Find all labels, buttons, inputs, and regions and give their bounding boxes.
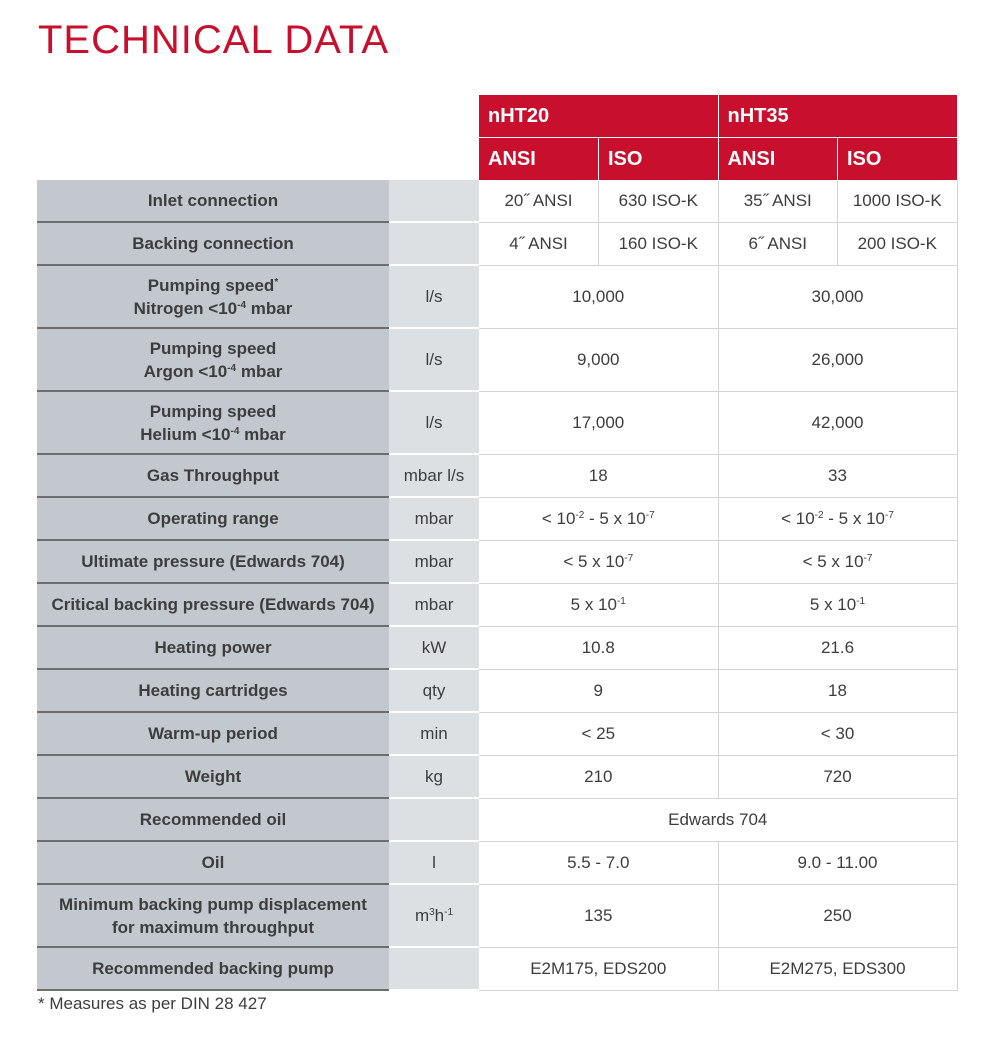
- param-line: Nitrogen <10: [133, 298, 238, 318]
- exponent: -4: [230, 425, 240, 437]
- param-label: Backing connection: [37, 222, 389, 265]
- unit-cell: [389, 947, 479, 990]
- footnote: * Measures as per DIN 28 427: [38, 994, 267, 1013]
- value-cell: 720: [718, 755, 957, 798]
- value-cell: E2M175, EDS200: [479, 947, 718, 990]
- value-text: < 5 x 10: [802, 552, 864, 571]
- param-line: Pumping speed: [147, 275, 275, 295]
- value-cell: [479, 540, 718, 583]
- value-cell: 160 ISO-K: [599, 222, 719, 265]
- value-text: - 5 x 10: [823, 509, 885, 528]
- table-row-oil: [37, 841, 957, 884]
- exponent: -7: [884, 510, 894, 521]
- param-label: Warm-up period: [37, 712, 389, 755]
- unit-cell: mbar: [389, 540, 479, 583]
- exponent: -1: [856, 596, 866, 607]
- standard-header: ISO: [838, 138, 958, 181]
- param-line: Helium <10: [140, 424, 231, 444]
- value-cell: 1000 ISO-K: [838, 180, 958, 222]
- value-cell: 9: [479, 669, 718, 712]
- value-cell: [718, 540, 957, 583]
- table-row-weight: [37, 755, 957, 798]
- table-row-ultimate-pressure: [37, 540, 957, 583]
- value-cell: < 30: [718, 712, 957, 755]
- value-cell: 9,000: [479, 328, 718, 391]
- value-cell: 18: [479, 454, 718, 497]
- value-cell: 630 ISO-K: [599, 180, 719, 222]
- value-text: < 10: [541, 509, 576, 528]
- model-header-row: [37, 95, 957, 138]
- value-text: - 5 x 10: [584, 509, 646, 528]
- standard-header: ANSI: [479, 138, 599, 181]
- exponent: -4: [237, 299, 247, 311]
- value-cell: E2M275, EDS300: [718, 947, 957, 990]
- value-text: 5 x 10: [570, 595, 617, 614]
- unit-cell: [389, 884, 479, 947]
- table-row-recommended-pump: [37, 947, 957, 990]
- param-label: Inlet connection: [37, 180, 389, 222]
- table-row-speed-argon: [37, 328, 957, 391]
- param-label: Recommended backing pump: [37, 947, 389, 990]
- unit-cell: mbar l/s: [389, 454, 479, 497]
- unit-cell: qty: [389, 669, 479, 712]
- value-cell: 9.0 - 11.00: [718, 841, 957, 884]
- table-row-critical-backing: [37, 583, 957, 626]
- table-row-recommended-oil: [37, 798, 957, 841]
- param-label: [37, 328, 389, 391]
- param-label: [37, 391, 389, 454]
- standard-header: ANSI: [718, 138, 838, 181]
- model-header-nht20: nHT20: [479, 95, 718, 138]
- param-line: for maximum throughput: [111, 917, 315, 937]
- param-label: [37, 884, 389, 947]
- value-cell: 17,000: [479, 391, 718, 454]
- value-cell: [718, 583, 957, 626]
- param-line: Pumping speed: [149, 401, 277, 421]
- value-cell: [718, 497, 957, 540]
- header-blank: [37, 138, 389, 181]
- value-cell: 30,000: [718, 265, 957, 328]
- unit-cell: min: [389, 712, 479, 755]
- value-cell: 4˝ ANSI: [479, 222, 599, 265]
- unit-text: h: [434, 906, 445, 925]
- param-label: [37, 265, 389, 328]
- technical-data-table: [37, 95, 958, 991]
- unit-cell: kg: [389, 755, 479, 798]
- exponent: -7: [645, 510, 655, 521]
- value-cell: 35˝ ANSI: [718, 180, 838, 222]
- param-label: Gas Throughput: [37, 454, 389, 497]
- value-text: < 10: [781, 509, 815, 528]
- value-cell: 20˝ ANSI: [479, 180, 599, 222]
- unit-cell: [389, 222, 479, 265]
- standard-header-row: [37, 138, 957, 181]
- exponent: 3: [429, 907, 435, 918]
- header-blank: [37, 95, 389, 138]
- param-label: Ultimate pressure (Edwards 704): [37, 540, 389, 583]
- unit-cell: mbar: [389, 583, 479, 626]
- value-cell: [479, 497, 718, 540]
- value-cell: Edwards 704: [479, 798, 957, 841]
- value-cell: 6˝ ANSI: [718, 222, 838, 265]
- value-cell: 33: [718, 454, 957, 497]
- unit-cell: l/s: [389, 391, 479, 454]
- param-label: Weight: [37, 755, 389, 798]
- table-row-throughput: [37, 454, 957, 497]
- table-row-operating-range: [37, 497, 957, 540]
- exponent: -7: [863, 553, 873, 564]
- header-blank: [389, 95, 479, 138]
- value-cell: 26,000: [718, 328, 957, 391]
- param-line: mbar: [246, 298, 293, 318]
- unit-cell: [389, 180, 479, 222]
- param-label: Recommended oil: [37, 798, 389, 841]
- table-row-warmup: [37, 712, 957, 755]
- exponent: -2: [814, 510, 824, 521]
- exponent: -7: [624, 553, 634, 564]
- unit-cell: mbar: [389, 497, 479, 540]
- exponent: -2: [575, 510, 585, 521]
- param-line: Argon <10: [143, 361, 228, 381]
- param-label: Critical backing pressure (Edwards 704): [37, 583, 389, 626]
- param-label: Heating power: [37, 626, 389, 669]
- unit-cell: l/s: [389, 265, 479, 328]
- table-row-speed-nitrogen: [37, 265, 957, 328]
- table-row-inlet: [37, 180, 957, 222]
- value-cell: 210: [479, 755, 718, 798]
- param-line: Minimum backing pump displacement: [59, 894, 367, 914]
- unit-cell: kW: [389, 626, 479, 669]
- value-cell: 5.5 - 7.0: [479, 841, 718, 884]
- table-row-min-backing-displacement: [37, 884, 957, 947]
- param-line: mbar: [239, 424, 286, 444]
- exponent: -4: [227, 362, 237, 374]
- value-cell: 21.6: [718, 626, 957, 669]
- standard-header: ISO: [599, 138, 719, 181]
- unit-cell: l: [389, 841, 479, 884]
- exponent: -1: [444, 907, 454, 918]
- table-row-backing: [37, 222, 957, 265]
- value-cell: 135: [479, 884, 718, 947]
- exponent: -1: [616, 596, 626, 607]
- value-cell: < 25: [479, 712, 718, 755]
- header-blank: [389, 138, 479, 181]
- value-cell: 42,000: [718, 391, 957, 454]
- table-row-heating-cartridges: [37, 669, 957, 712]
- value-cell: 200 ISO-K: [838, 222, 958, 265]
- model-header-nht35: nHT35: [718, 95, 957, 138]
- table-row-heating-power: [37, 626, 957, 669]
- value-text: 5 x 10: [809, 595, 857, 614]
- value-cell: [479, 583, 718, 626]
- value-text: < 5 x 10: [563, 552, 625, 571]
- value-cell: 250: [718, 884, 957, 947]
- param-line: mbar: [236, 361, 283, 381]
- value-cell: 18: [718, 669, 957, 712]
- table-row-speed-helium: [37, 391, 957, 454]
- value-cell: 10.8: [479, 626, 718, 669]
- param-label: Heating cartridges: [37, 669, 389, 712]
- param-line: Pumping speed: [149, 338, 277, 358]
- unit-cell: [389, 798, 479, 841]
- value-cell: 10,000: [479, 265, 718, 328]
- unit-text: m: [414, 906, 430, 925]
- param-label: Operating range: [37, 497, 389, 540]
- unit-cell: l/s: [389, 328, 479, 391]
- footnote-marker: *: [274, 276, 279, 288]
- page-title: TECHNICAL DATA: [38, 18, 390, 62]
- param-label: Oil: [37, 841, 389, 884]
